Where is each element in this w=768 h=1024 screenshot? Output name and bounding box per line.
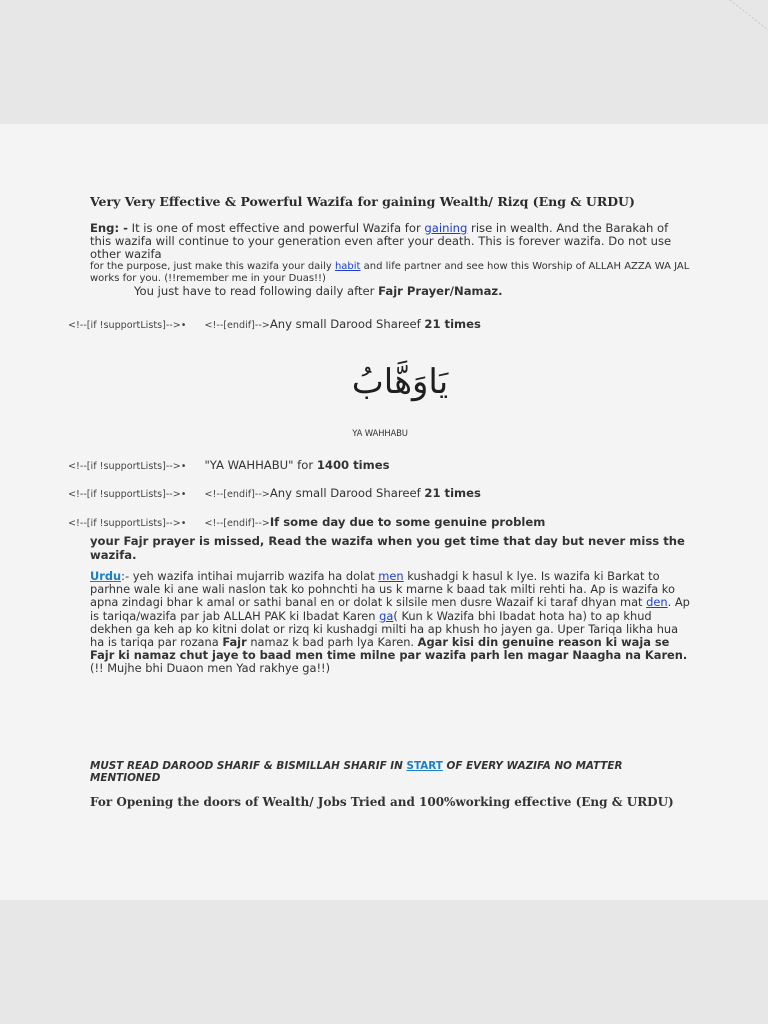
must-post: OF EVERY WAZIFA NO MATTER MENTIONED	[90, 760, 623, 784]
urdu-fajr: Fajr	[222, 635, 247, 650]
urdu-text-5: namaz k bad parh lya Karen.	[246, 635, 418, 650]
ga-link[interactable]: ga	[379, 608, 394, 623]
support-tag: <!--[if !supportLists]-->•	[68, 320, 187, 331]
read-bold: Fajr Prayer/Namaz.	[378, 284, 503, 298]
document-page	[0, 124, 768, 900]
endif-tag: <!--[endif]-->	[204, 320, 270, 331]
habit-link[interactable]: habit	[334, 261, 361, 272]
item-bold: 1400 times	[316, 458, 390, 472]
support-tag: <!--[if !supportLists]-->•	[68, 489, 187, 500]
urdu-bold: Agar kisi din genuine reason ki waja se Fajr ki namaz chut jaye to baad men time milne par wazifa parh len magar Naagha na Karen.	[90, 635, 688, 663]
eng-label: Eng: -	[90, 221, 128, 235]
eng-small-2: and life partner and see how this Worship of ALLAH AZZA WA JAL works for you. (!!remember me in your Duas!!)	[90, 261, 690, 284]
item-bold: If some day due to some genuine problem	[269, 515, 546, 529]
urdu-text-6: (!! Mujhe bhi Duaon men Yad rakhye ga!!)	[90, 661, 331, 676]
bottom-band	[0, 900, 768, 1024]
list-item-ya-wahhabu	[68, 458, 389, 472]
english-section	[90, 222, 690, 298]
list-item-darood-1	[68, 317, 481, 331]
urdu-text-2: kushadgi k hasul k lye. Is wazifa ki Barkat to parhne wale ki ane wali naslon tak ko pohnchti ha us k marne k baad tak milti rehti ha. Ap is wazifa ko apna zindagi bhar k amal or sathi banal en or dolat k silsile men dusre Wazaif ki taraf dhyan mat	[90, 569, 675, 610]
endif-tag: <!--[endif]-->	[204, 489, 270, 500]
item-text: Any small Darood Shareef	[269, 486, 425, 500]
arabic-caption: YA WAHHABU	[352, 429, 408, 439]
men-link[interactable]: men	[378, 569, 404, 583]
urdu-label-link[interactable]: Urdu	[90, 569, 122, 583]
urdu-text-1: :- yeh wazifa intihai mujarrib wazifa ha dolat	[121, 569, 379, 583]
document-title: Very Very Effective & Powerful Wazifa for gaining Wealth/ Rizq (Eng & URDU)	[90, 194, 635, 209]
list-item-darood-2	[68, 486, 481, 500]
endif-tag: <!--[endif]-->	[204, 518, 270, 529]
urdu-section	[90, 570, 690, 676]
support-tag: <!--[if !supportLists]-->•	[68, 518, 187, 529]
support-tag: <!--[if !supportLists]-->•	[68, 461, 187, 472]
must-pre: MUST READ DAROOD SHARIF & BISMILLAH SHARIF IN	[90, 760, 407, 772]
must-read-note	[90, 760, 690, 784]
item-bold: 21 times	[424, 486, 481, 500]
fajr-continuation: your Fajr prayer is missed, Read the wazifa when you get time that day but never miss the wazifa.	[90, 534, 685, 562]
read-pre: You just have to read following daily after	[134, 284, 379, 298]
arabic-ya-wahhabu: يَاوَهَّابُ	[351, 362, 449, 402]
eng-small-text	[90, 261, 690, 285]
urdu-text-3: . Ap is tariqa/wazifa par jab ALLAH PAK ki Ibadat Karen	[90, 595, 690, 623]
item-text: "YA WAHHABU" for	[204, 458, 317, 472]
top-band	[0, 0, 768, 124]
read-instruction	[90, 285, 690, 298]
eng-text-1: It is one of most effective and powerful Wazifa for	[127, 221, 425, 235]
urdu-text-4: ( Kun k Wazifa bhi Ibadat hota ha) to ap khud dekhen ga keh ap ko kitni dolat or rizq ki kushadgi milti ha ap khush ho jayen ga. Uper Tariqa likha hua ha is tariqa par rozana	[90, 608, 679, 650]
start-link[interactable]: START	[406, 760, 443, 772]
corner-decoration	[708, 0, 768, 40]
item-text: Any small Darood Shareef	[269, 317, 425, 331]
gaining-link[interactable]: gaining	[424, 221, 468, 235]
eng-small-1: for the purpose, just make this wazifa your daily	[90, 261, 335, 272]
list-item-fajr	[68, 515, 545, 529]
eng-text-2: rise in wealth. And the Barakah of this wazifa will continue to your generation even after your death. This is forever wazifa. Do not use other wazifa	[90, 221, 672, 261]
item-bold: 21 times	[424, 317, 481, 331]
opening-doors-heading: For Opening the doors of Wealth/ Jobs Tried and 100%working effective (Eng & URDU)	[90, 795, 674, 809]
den-link[interactable]: den	[646, 595, 668, 610]
